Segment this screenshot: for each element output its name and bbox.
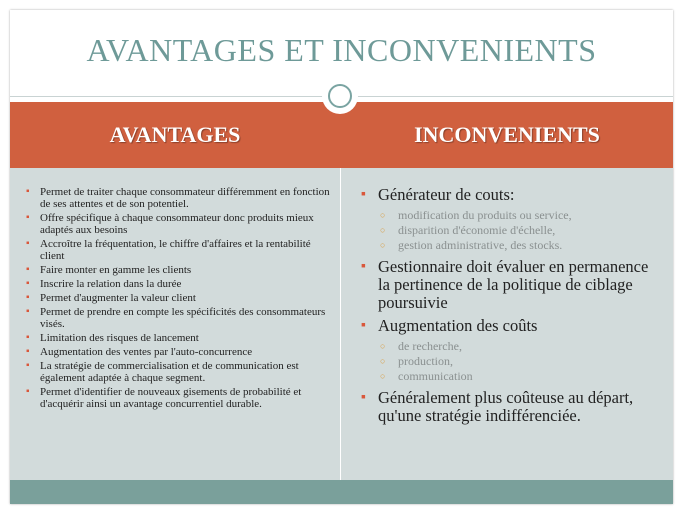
advantage-item — [24, 306, 330, 330]
advantage-item — [24, 386, 330, 410]
disadvantage-text: Gestionnaire doit évaluer en permanence la pertinence de la politique de ciblage poursuivie — [378, 257, 649, 312]
advantage-text: Permet de prendre en compte les spécificités des consommateurs visés. — [40, 306, 326, 330]
sub-item-text: disparition d'économie d'échelle, — [398, 223, 556, 237]
ring-bullet-icon: ○ — [380, 240, 386, 250]
footer-band — [10, 480, 673, 504]
ring-bullet-icon: ○ — [380, 356, 386, 366]
advantage-text: Inscrire la relation dans la durée — [40, 278, 182, 290]
sub-item-text: modification du produits ou service, — [398, 208, 572, 222]
bullet-icon: ▪ — [26, 278, 30, 289]
slide — [10, 10, 673, 504]
advantage-text: Augmentation des ventes par l'auto-concurrence — [40, 346, 253, 358]
disadvantage-text: Générateur de couts: — [378, 185, 515, 204]
sub-item — [378, 339, 663, 354]
slide-title: AVANTAGES ET INCONVENIENTS — [86, 32, 597, 68]
bullet-icon: ▪ — [361, 259, 366, 274]
ring-bullet-icon: ○ — [380, 210, 386, 220]
bullet-icon: ▪ — [26, 386, 30, 397]
disadvantages-heading: INCONVENIENTS — [414, 122, 600, 147]
ring-bullet-icon: ○ — [380, 371, 386, 381]
disadvantage-text: Généralement plus coûteuse au départ, qu'une stratégie indifférenciée. — [378, 388, 634, 425]
circle-ornament-ring — [328, 84, 352, 108]
ring-bullet-icon: ○ — [380, 341, 386, 351]
sub-item — [378, 354, 663, 369]
advantage-item — [24, 212, 330, 236]
advantage-item — [24, 332, 330, 344]
bullet-icon: ▪ — [361, 187, 366, 202]
advantage-text: La stratégie de commercialisation et de communication est également adaptée à chaque segment. — [40, 360, 299, 384]
sub-item — [378, 208, 663, 223]
bullet-icon: ▪ — [26, 212, 30, 223]
sub-item — [378, 369, 663, 384]
disadvantage-item — [358, 317, 663, 384]
disadvantage-item — [358, 258, 663, 312]
bullet-icon: ▪ — [26, 292, 30, 303]
disadvantages-list — [358, 186, 663, 430]
advantage-text: Permet d'identifier de nouveaux gisements de probabilité et d'acquérir ainsi un avantage concurrentiel durable. — [40, 386, 302, 410]
advantages-list — [24, 186, 330, 412]
ring-bullet-icon: ○ — [380, 225, 386, 235]
bullet-icon: ▪ — [26, 306, 30, 317]
sub-item — [378, 223, 663, 238]
advantage-item — [24, 238, 330, 262]
bullet-icon: ▪ — [361, 390, 366, 405]
sub-list — [378, 339, 663, 384]
advantage-text: Offre spécifique à chaque consommateur donc produits mieux adaptés aux besoins — [40, 212, 314, 236]
advantage-text: Limitation des risques de lancement — [40, 332, 199, 344]
sub-item-text: communication — [398, 369, 473, 383]
disadvantage-item — [358, 389, 663, 425]
bullet-icon: ▪ — [26, 264, 30, 275]
bullet-icon: ▪ — [26, 186, 30, 197]
advantage-item — [24, 278, 330, 290]
sub-item — [378, 238, 663, 253]
bullet-icon: ▪ — [361, 318, 366, 333]
advantage-item — [24, 264, 330, 276]
sub-item-text: de recherche, — [398, 339, 462, 353]
advantage-text: Accroître la fréquentation, le chiffre d'affaires et la rentabilité client — [40, 238, 311, 262]
bullet-icon: ▪ — [26, 332, 30, 343]
advantage-text: Faire monter en gamme les clients — [40, 264, 192, 276]
disadvantage-item — [358, 186, 663, 253]
advantage-item — [24, 186, 330, 210]
advantage-item — [24, 346, 330, 358]
bullet-icon: ▪ — [26, 238, 30, 249]
column-divider — [340, 168, 341, 480]
advantage-item — [24, 360, 330, 384]
advantages-heading: AVANTAGES — [109, 122, 241, 147]
bullet-icon: ▪ — [26, 346, 30, 357]
advantage-item — [24, 292, 330, 304]
sub-item-text: gestion administrative, des stocks. — [398, 238, 563, 252]
bullet-icon: ▪ — [26, 360, 30, 371]
sub-item-text: production, — [398, 354, 453, 368]
advantage-text: Permet d'augmenter la valeur client — [40, 292, 196, 304]
disadvantage-text: Augmentation des coûts — [378, 316, 538, 335]
sub-list — [378, 208, 663, 253]
advantage-text: Permet de traiter chaque consommateur différemment en fonction de ses attentes et de son potentiel. — [40, 186, 330, 210]
